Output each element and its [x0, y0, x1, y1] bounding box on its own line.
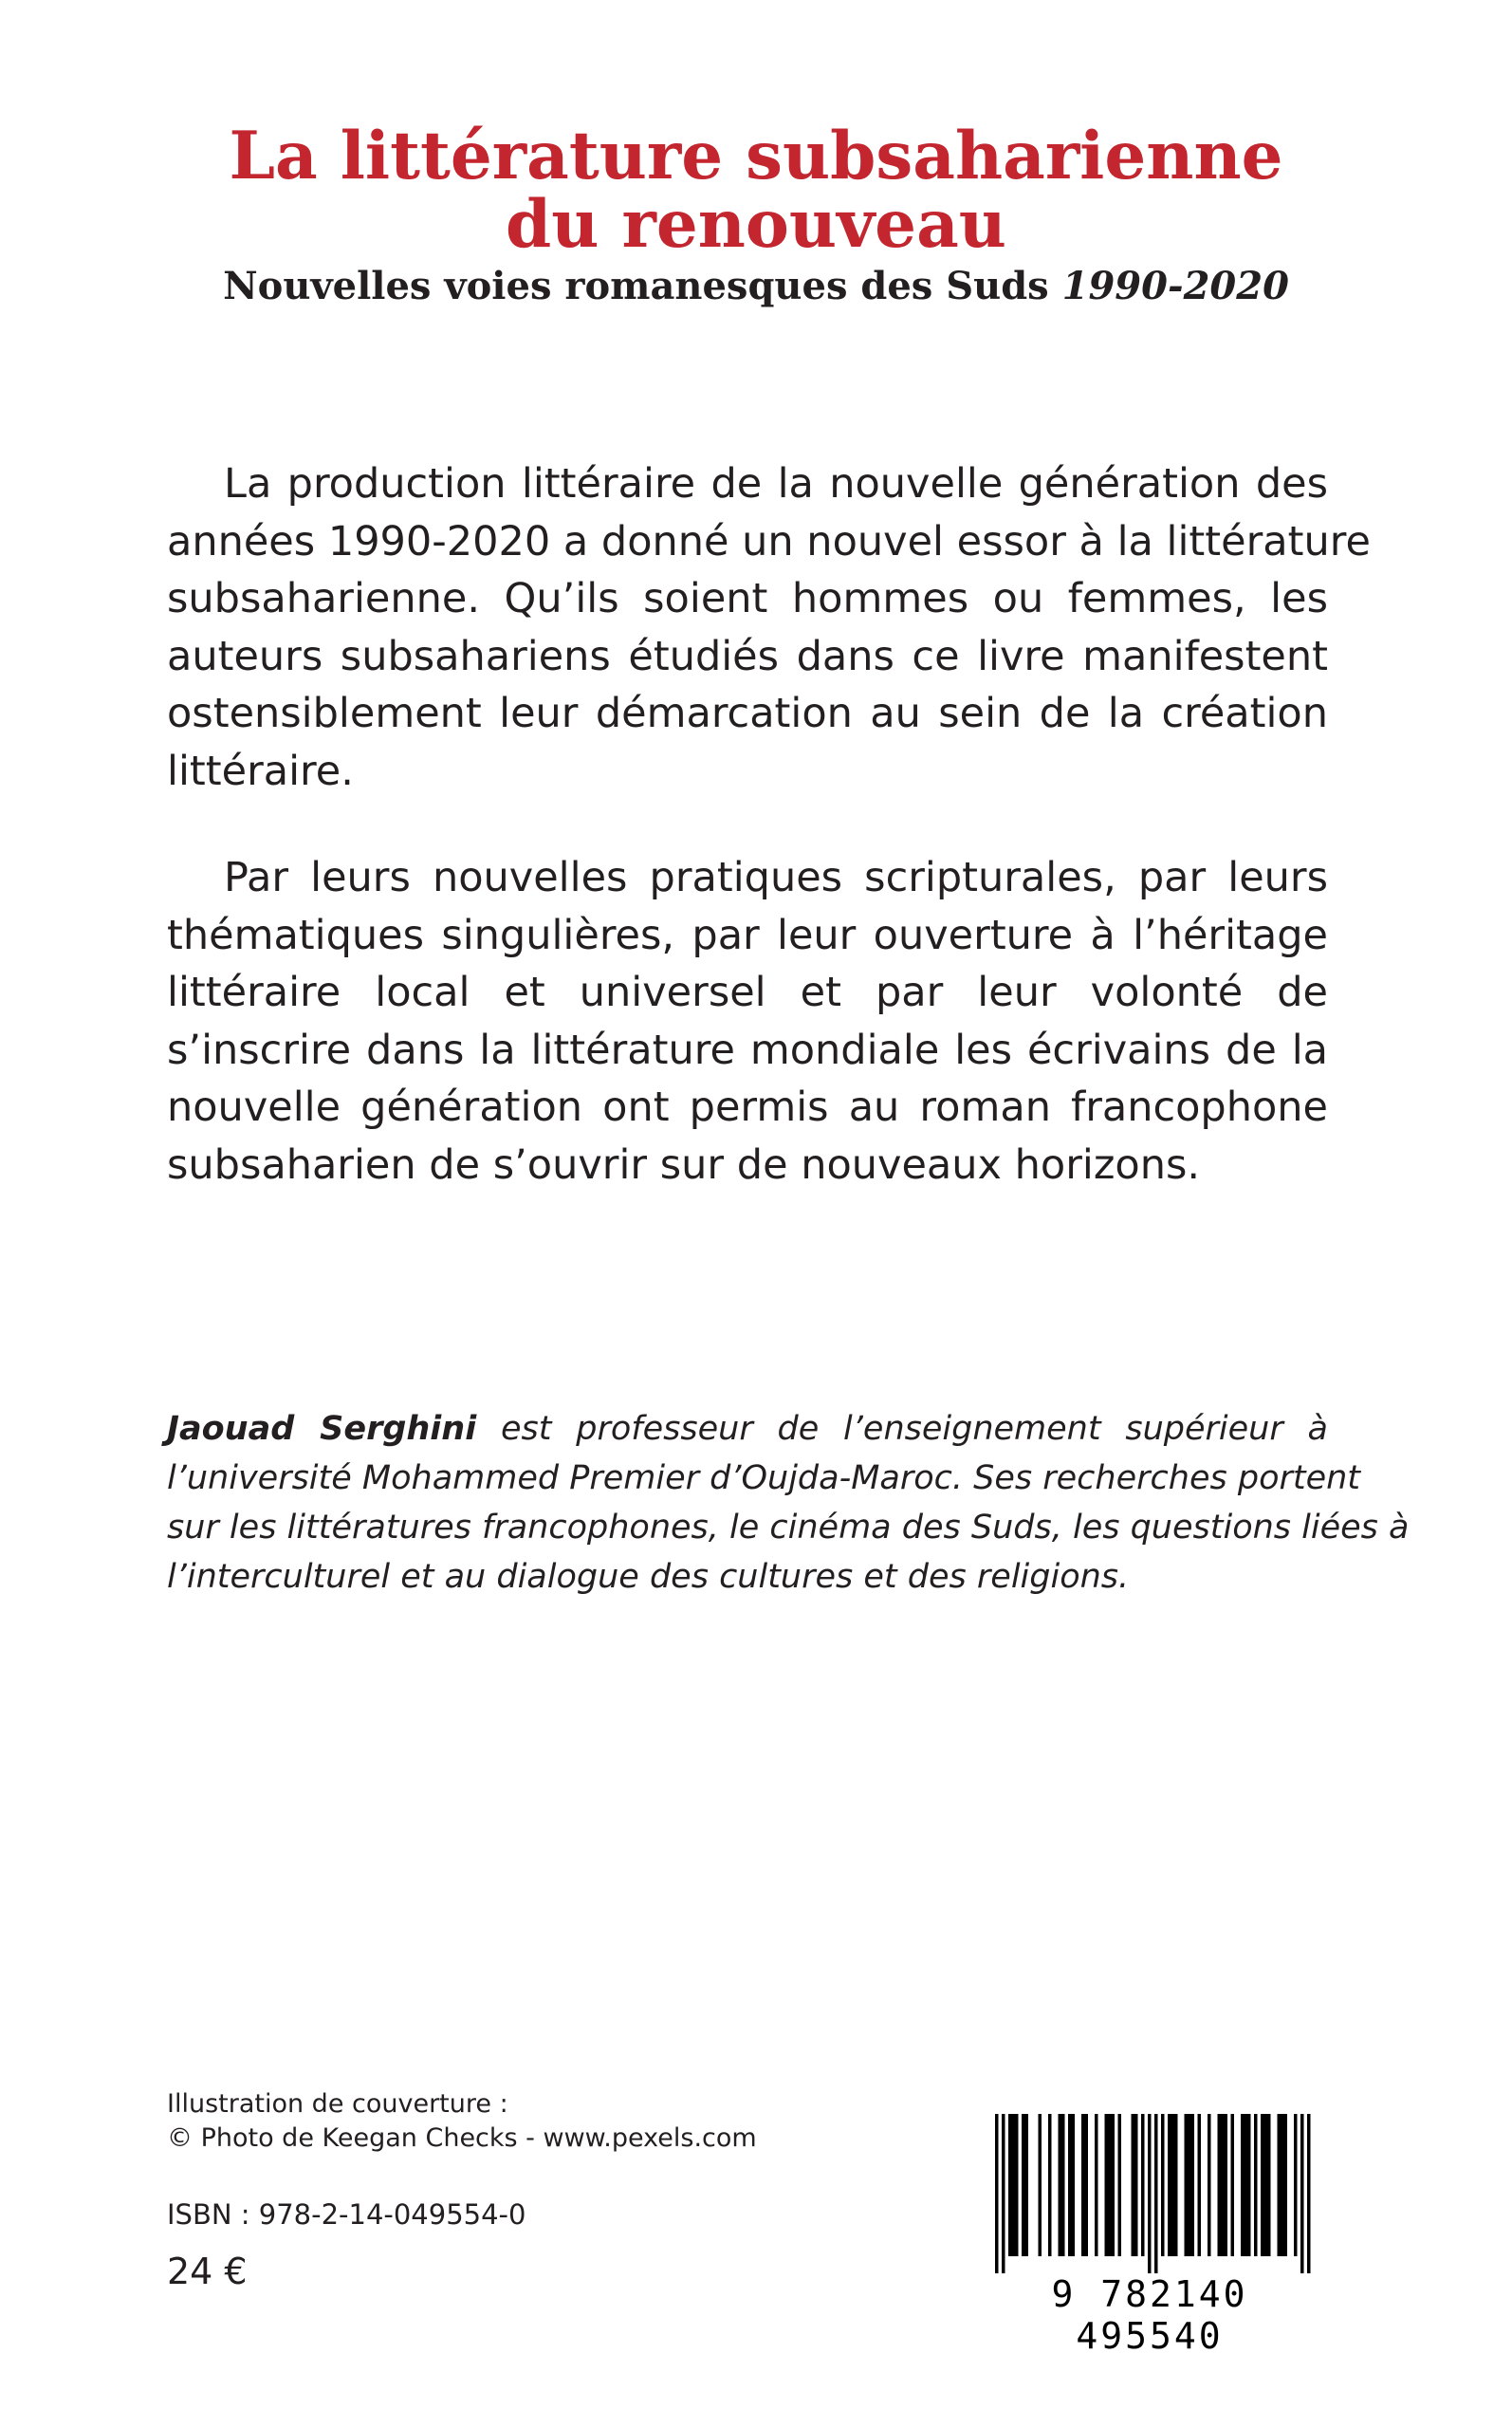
bio-line: sur les littératures francophones, le cinéma des Suds, les questions liées à: [167, 1509, 1410, 1547]
blurb-line: La production littéraire de la nouvelle génération des: [224, 460, 1328, 508]
barcode-bar: [1025, 2114, 1029, 2256]
isbn: ISBN : 978-2-14-049554-0: [167, 2198, 526, 2231]
barcode-bar: [1061, 2114, 1065, 2256]
barcode-bar: [1068, 2114, 1072, 2256]
bio-line: l’université Mohammed Premier d’Oujda-Maroc. Ses recherches portent: [167, 1459, 1361, 1497]
subtitle-main: Nouvelles voies romanesques des Suds: [223, 264, 1049, 308]
barcode-bar: [1154, 2114, 1158, 2273]
blurb-paragraph-2: [167, 849, 1328, 1194]
bio-line: [167, 1404, 1328, 1454]
book-subtitle: [0, 262, 1512, 311]
barcode-bar: [1161, 2114, 1165, 2256]
barcode-bar: [1261, 2114, 1264, 2256]
barcode-bar: [1118, 2114, 1122, 2256]
barcode-bar: [1085, 2114, 1089, 2256]
barcode-bar: [1095, 2114, 1098, 2256]
barcode-bar: [1002, 2114, 1005, 2273]
barcode-bar: [1105, 2114, 1109, 2256]
price: 24 €: [167, 2251, 248, 2292]
barcode-bar: [1072, 2114, 1076, 2256]
barcode-bar: [1168, 2114, 1171, 2256]
barcode-bar: [1241, 2114, 1245, 2256]
book-title-line-2: du renouveau: [506, 186, 1006, 263]
barcode-bar: [1134, 2114, 1138, 2256]
barcode-bar: [1264, 2114, 1268, 2256]
barcode-bar: [1231, 2114, 1235, 2256]
barcode-bar: [1218, 2114, 1222, 2256]
barcode-bar: [1185, 2114, 1189, 2256]
barcode-bar: [1141, 2114, 1145, 2256]
barcode: [974, 2114, 1325, 2357]
barcode-bars: [974, 2114, 1325, 2275]
author-name: Jaouad Serghini: [167, 1410, 477, 1448]
illustration-label: Illustration de couverture :: [167, 2089, 508, 2119]
barcode-bar: [1132, 2114, 1135, 2256]
blurb-line: subsaharien de s’ouvrir sur de nouveaux horizons.: [167, 1140, 1201, 1189]
barcode-bar: [1148, 2114, 1152, 2273]
barcode-bar: [1012, 2114, 1016, 2256]
barcode-bar: [1284, 2114, 1288, 2256]
author-bio: [167, 1404, 1410, 1602]
blurb-line: littéraire local et universel et par leur volonté de: [167, 969, 1328, 1016]
photo-credit: © Photo de Keegan Checks - www.pexels.com: [167, 2123, 757, 2153]
bio-line: l’interculturel et au dialogue des cultures et des religions.: [167, 1558, 1130, 1596]
barcode-bar: [1171, 2114, 1175, 2256]
subtitle-years: 1990-2020: [1061, 264, 1289, 308]
barcode-bar: [1278, 2114, 1282, 2256]
barcode-bar: [1247, 2114, 1251, 2256]
barcode-digits: 9 782140 495540: [1051, 2273, 1248, 2357]
barcode-bar: [1307, 2114, 1311, 2273]
barcode-bar: [1294, 2114, 1298, 2256]
barcode-bar: [1188, 2114, 1191, 2256]
barcode-bar: [1174, 2114, 1178, 2256]
barcode-bar: [1022, 2114, 1025, 2256]
barcode-bar: [1048, 2114, 1052, 2256]
blurb-line: années 1990-2020 a donné un nouvel essor à la littérature: [167, 517, 1371, 565]
blurb-line: ostensiblement leur démarcation au sein de la création: [167, 690, 1328, 737]
barcode-bar: [1015, 2114, 1019, 2256]
book-title-line-1: La littérature subsaharienne: [229, 118, 1283, 195]
barcode-bar: [995, 2114, 999, 2273]
barcode-bar: [1208, 2114, 1211, 2256]
bio-text: est professeur de l’enseignement supérieur à: [476, 1410, 1328, 1448]
barcode-bar: [1191, 2114, 1195, 2256]
blurb-line: s’inscrire dans la littérature mondiale les écrivains de la: [167, 1026, 1328, 1074]
barcode-bar: [1221, 2114, 1225, 2256]
blurb-line: nouvelle génération ont permis au roman francophone: [167, 1084, 1328, 1131]
blurb-line: subsaharienne. Qu’ils soient hommes ou femmes, les: [167, 575, 1328, 622]
blurb-paragraph-1: [167, 455, 1371, 800]
barcode-bar: [1198, 2114, 1202, 2256]
barcode-bar: [1039, 2114, 1042, 2256]
barcode-bar: [1254, 2114, 1258, 2256]
barcode-bar: [1281, 2114, 1284, 2256]
blurb-line: littéraire.: [167, 747, 354, 795]
barcode-bar: [1081, 2114, 1085, 2256]
barcode-bar: [1267, 2114, 1271, 2256]
cover-credit: [167, 2087, 757, 2156]
blurb-line: Par leurs nouvelles pratiques scripturales, par leurs: [224, 854, 1328, 901]
barcode-bar: [1300, 2114, 1304, 2273]
barcode-bar: [1245, 2114, 1248, 2256]
blurb-line: auteurs subsahariens étudiés dans ce livre manifestent: [167, 632, 1328, 680]
barcode-bar: [1059, 2114, 1062, 2256]
blurb-line: thématiques singulières, par leur ouverture à l’héritage: [167, 911, 1328, 959]
barcode-bar: [1008, 2114, 1012, 2256]
barcode-bar: [1108, 2114, 1112, 2256]
barcode-bar: [1112, 2114, 1116, 2256]
barcode-bar: [1225, 2114, 1228, 2256]
